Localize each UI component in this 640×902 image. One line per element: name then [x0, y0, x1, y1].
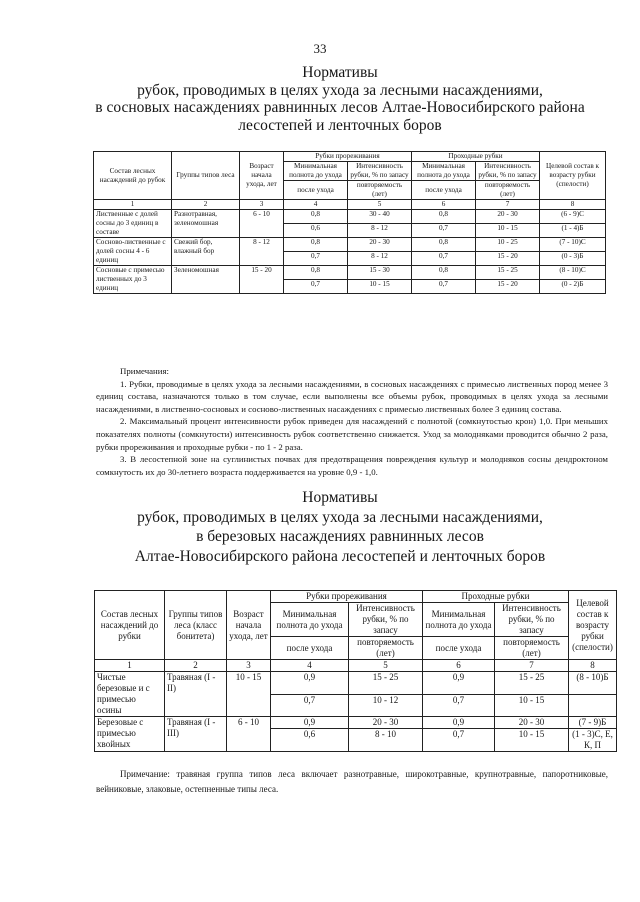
cell-value: 0,9 [423, 672, 495, 695]
pine-norms-table [93, 151, 606, 294]
header-intens: Интенсивность рубки, % по запасу [348, 162, 412, 181]
cell-gruppy: Разнотравная, зеленомошная [172, 210, 240, 238]
cell-value: (1 - 3)С, Е, К, П [569, 729, 617, 752]
title-line: в сосновых насаждениях равнинных лесов Алтае-Новосибирского района [95, 99, 585, 117]
note-item: 2. Максимальный процент интенсивности рубок приведен для насаждений с полнотой (сомкнутостью крон) 1,0. При меньших показателях полноты (сомкнутости) интенсивность рубок соответственно снижается. Уход за молодняками проводится обычно 2 раза, рубки прореживания и проходные рубки - по 1 - 2 раза. [96, 416, 608, 452]
cell-value: (8 - 10)Б [569, 672, 617, 695]
title-line: рубок, проводимых в целях ухода за лесными насаждениями, [137, 508, 543, 526]
header-gruppy: Группы типов леса [172, 152, 240, 200]
column-number: 5 [349, 660, 423, 672]
header-repeat: повторяемость (лет) [349, 637, 423, 660]
header-min-poln: Минимальная полнота до ухода [412, 162, 476, 181]
cell-value: 0,8 [412, 266, 476, 280]
header-prorezh: Рубки прореживания [271, 591, 423, 603]
cell-value: 0,8 [412, 238, 476, 252]
note-item: Примечание: травяная группа типов леса включает разнотравные, широкотравные, крупнотравные, папоротниковые, вейниковые, злаковые, остепненные типы леса. [96, 769, 608, 794]
cell-gruppy: Травяная (I - III) [165, 717, 227, 752]
cell-value: 10 - 15 [495, 729, 569, 752]
header-min-poln: Минимальная полнота до ухода [284, 162, 348, 181]
cell-value: 0,7 [412, 280, 476, 294]
cell-value: 0,7 [284, 252, 348, 266]
title-line: Алтае-Новосибирского района лесостепей и ленточных боров [134, 547, 546, 565]
page-number: 33 [313, 41, 327, 56]
cell-value: 8 - 12 [348, 252, 412, 266]
header-repeat: повторяемость (лет) [495, 637, 569, 660]
header-prohod: Проходные рубки [412, 152, 540, 162]
cell-vozrast: 15 - 20 [240, 266, 284, 294]
cell-value: 0,9 [271, 717, 349, 729]
header-intens: Интенсивность рубки, % по запасу [495, 603, 569, 637]
header-after: после ухода [412, 181, 476, 200]
column-number: 3 [240, 200, 284, 210]
cell-value: 0,8 [284, 238, 348, 252]
cell-value: 15 - 25 [349, 672, 423, 695]
column-number: 8 [569, 660, 617, 672]
cell-value: 0,8 [412, 210, 476, 224]
title-line: Нормативы [302, 64, 378, 81]
column-number: 3 [227, 660, 271, 672]
cell-gruppy: Свежий бор, влажный бор [172, 238, 240, 266]
column-number: 7 [495, 660, 569, 672]
cell-value: 0,9 [271, 672, 349, 695]
column-number: 6 [412, 200, 476, 210]
cell-value: 20 - 30 [476, 210, 540, 224]
header-gruppy: Группы типов леса (класс бонитета) [165, 591, 227, 660]
header-prohod: Проходные рубки [423, 591, 569, 603]
note-item: 3. В лесостепной зоне на суглинистых почвах для предотвращения повреждения культур и молодняков сосны дендроктоном сомкнутость их до 30-летнего возраста поддерживается на уровне 0,9 - 1,0. [96, 454, 608, 477]
cell-value [569, 694, 617, 717]
cell-vozrast: 10 - 15 [227, 672, 271, 717]
cell-value: 8 - 10 [349, 729, 423, 752]
cell-value: 15 - 25 [495, 672, 569, 695]
cell-sostav: Лиственные с долей сосны до 3 единиц в составе [94, 210, 172, 238]
table-row [94, 238, 606, 252]
title-line: лесостепей и ленточных боров [238, 116, 442, 134]
header-repeat: повторяемость (лет) [476, 181, 540, 200]
title-pine [40, 64, 640, 134]
column-number: 2 [165, 660, 227, 672]
table-row [95, 717, 617, 729]
header-vozrast: Возраст начала ухода, лет [227, 591, 271, 660]
cell-value: 0,7 [412, 252, 476, 266]
header-min-poln: Минимальная полнота до ухода [271, 603, 349, 637]
cell-value: 0,6 [271, 729, 349, 752]
column-number: 8 [540, 200, 606, 210]
cell-value: 0,7 [423, 729, 495, 752]
cell-value: 0,7 [423, 694, 495, 717]
column-number: 5 [348, 200, 412, 210]
header-intens: Интенсивность рубки, % по запасу [349, 603, 423, 637]
cell-value: 0,8 [284, 266, 348, 280]
header-intens: Интенсивность рубки, % по запасу [476, 162, 540, 181]
cell-sostav: Березовые с примесью хвойных [95, 717, 165, 752]
title-line: Нормативы [302, 489, 378, 506]
cell-value: 8 - 12 [348, 224, 412, 238]
cell-value: (0 - 3)Б [540, 252, 606, 266]
cell-value: 0,7 [271, 694, 349, 717]
title-line: в березовых насаждениях равнинных лесов [196, 528, 484, 546]
cell-gruppy: Зеленомошная [172, 266, 240, 294]
header-vozrast: Возраст начала ухода, лет [240, 152, 284, 200]
cell-value: 20 - 30 [349, 717, 423, 729]
birch-note [96, 767, 608, 796]
header-target: Целевой состав к возрасту рубки (спелости) [569, 591, 617, 660]
cell-value: 0,9 [423, 717, 495, 729]
cell-sostav: Чистые березовые и с примесью осины [95, 672, 165, 717]
header-sostav: Состав лесных насаждений до рубок [94, 152, 172, 200]
cell-value: (6 - 9)С [540, 210, 606, 224]
cell-value: 0,8 [284, 210, 348, 224]
header-after: после ухода [271, 637, 349, 660]
notes-heading: Примечания: [120, 366, 169, 376]
cell-value: (1 - 4)Б [540, 224, 606, 238]
cell-gruppy: Травяная (I - II) [165, 672, 227, 717]
header-min-poln: Минимальная полнота до ухода [423, 603, 495, 637]
cell-value: 10 - 15 [476, 224, 540, 238]
table-row [94, 266, 606, 280]
cell-value: 15 - 25 [476, 266, 540, 280]
table-row [95, 672, 617, 695]
cell-value: 10 - 15 [348, 280, 412, 294]
cell-value: 0,7 [412, 224, 476, 238]
column-number: 6 [423, 660, 495, 672]
cell-value: (8 - 10)С [540, 266, 606, 280]
cell-value: 30 - 40 [348, 210, 412, 224]
note-item: 1. Рубки, проводимые в целях ухода за лесными насаждениями, в сосновых насаждениях с примесью лиственных пород менее 3 единиц состава, назначаются только в том случае, если выполнены все объемы рубок, проводимых в целях ухода за лесными насаждениями, в лиственно-сосновых и сосново-лиственных насаждениях с примесью лиственных более 3 единиц состава. [96, 378, 608, 414]
header-sostav: Состав лесных насаждений до рубки [95, 591, 165, 660]
column-number: 4 [271, 660, 349, 672]
cell-vozrast: 6 - 10 [240, 210, 284, 238]
cell-value: 20 - 30 [495, 717, 569, 729]
cell-value: 0,7 [284, 280, 348, 294]
cell-value: (7 - 10)С [540, 238, 606, 252]
column-number: 2 [172, 200, 240, 210]
column-number: 1 [94, 200, 172, 210]
cell-vozrast: 8 - 12 [240, 238, 284, 266]
cell-value: 0,6 [284, 224, 348, 238]
header-repeat: повторяемость (лет) [348, 181, 412, 200]
title-birch [40, 488, 640, 566]
header-target: Целевой состав к возрасту рубки (спелости) [540, 152, 606, 200]
cell-value: (7 - 9)Б [569, 717, 617, 729]
cell-value: 10 - 25 [476, 238, 540, 252]
table-row [94, 210, 606, 224]
title-line: рубок, проводимых в целях ухода за лесными насаждениями, [137, 81, 543, 99]
header-prorezh: Рубки прореживания [284, 152, 412, 162]
cell-value: (0 - 2)Б [540, 280, 606, 294]
header-after: после ухода [423, 637, 495, 660]
birch-norms-table [94, 590, 617, 752]
cell-value: 15 - 20 [476, 252, 540, 266]
pine-notes [96, 365, 608, 478]
cell-vozrast: 6 - 10 [227, 717, 271, 752]
cell-sostav: Сосновые с примесью лиственных до 3 единиц [94, 266, 172, 294]
cell-value: 10 - 15 [495, 694, 569, 717]
cell-value: 10 - 12 [349, 694, 423, 717]
cell-value: 20 - 30 [348, 238, 412, 252]
column-number: 7 [476, 200, 540, 210]
cell-value: 15 - 30 [348, 266, 412, 280]
column-number: 1 [95, 660, 165, 672]
header-after: после ухода [284, 181, 348, 200]
cell-value: 15 - 20 [476, 280, 540, 294]
cell-sostav: Сосново-лиственные с долей сосны 4 - 6 единиц [94, 238, 172, 266]
column-number: 4 [284, 200, 348, 210]
